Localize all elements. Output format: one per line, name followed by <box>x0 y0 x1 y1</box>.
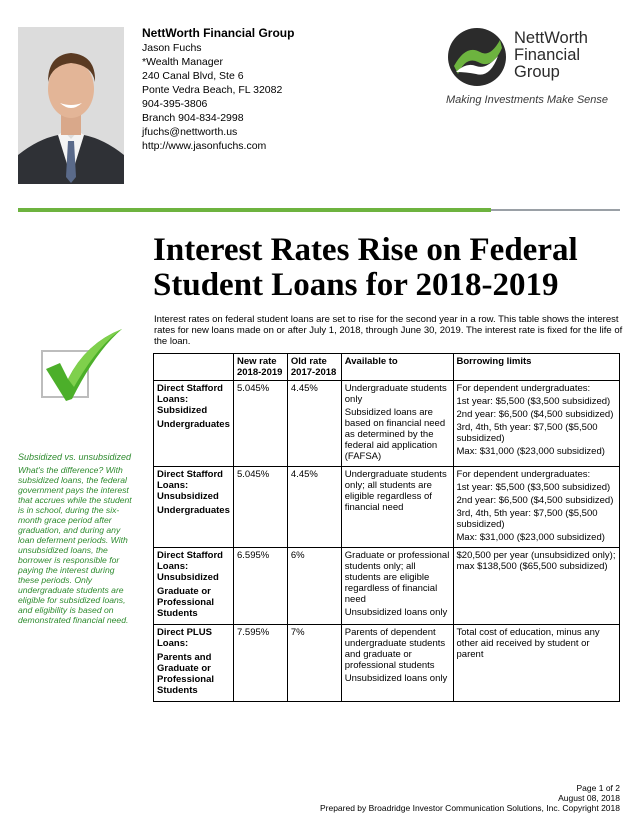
loan-type-cell: Direct Stafford Loans: Subsidized Undergraduates <box>154 381 234 467</box>
advisor-title: *Wealth Manager <box>142 56 223 68</box>
sidebar-heading: Subsidized vs. unsubsidized <box>18 452 132 462</box>
sidebar-note <box>18 452 136 625</box>
header-divider-gray <box>491 209 620 211</box>
available-to-cell: Parents of dependent undergraduate students and graduate or professional students Unsubsidized loans only <box>341 625 453 702</box>
logo-tagline: Making Investments Make Sense <box>446 94 609 106</box>
firm-name: NettWorth Financial Group <box>142 26 295 40</box>
borrowing-limits-cell: Total cost of education, minus any other aid received by student or parent <box>453 625 619 702</box>
table-header-row <box>154 354 620 381</box>
header-cell-limits: Borrowing limits <box>453 354 619 381</box>
checkmark-icon <box>38 325 128 407</box>
contact-info <box>142 25 294 153</box>
address-line-1: 240 Canal Blvd, Ste 6 <box>142 70 244 82</box>
header-cell-available: Available to <box>341 354 453 381</box>
advisor-photo <box>18 27 124 184</box>
loan-type-cell: Direct Stafford Loans: Unsubsidized Graduate or Professional Students <box>154 548 234 625</box>
header-cell-label <box>154 354 234 381</box>
loan-type-cell: Direct PLUS Loans: Parents and Graduate or Professional Students <box>154 625 234 702</box>
table-row <box>154 467 620 548</box>
old-rate-cell: 4.45% <box>287 467 341 548</box>
old-rate-cell: 4.45% <box>287 381 341 467</box>
page-number: Page 1 of 2 <box>576 783 620 793</box>
footer-date: August 08, 2018 <box>558 793 620 803</box>
page-footer <box>320 783 620 813</box>
article-title: Interest Rates Rise on Federal Student Loans for 2018-2019 <box>153 232 578 303</box>
available-to-cell: Undergraduate students only; all students are eligible regardless of financial need <box>341 467 453 548</box>
old-rate-cell: 6% <box>287 548 341 625</box>
company-logo <box>446 26 626 108</box>
loan-type-cell: Direct Stafford Loans: Unsubsidized Undergraduates <box>154 467 234 548</box>
footer-copyright: Prepared by Broadridge Investor Communication Solutions, Inc. Copyright 2018 <box>319 803 620 813</box>
sidebar-body: What's the difference? With subsidized loans, the federal government pays the interest that accrues while the student is in school, during the six-month grace period after graduation, and during any loan deferment periods. With unsubsidized loans, the borrower is responsible for paying the interest during these periods. Only undergraduate students are eligible for subsidized loans, and eligibility is based on demonstrated financial need. <box>18 465 132 625</box>
header-cell-new-rate: New rate 2018-2019 <box>233 354 287 381</box>
borrowing-limits-cell: For dependent undergraduates: 1st year: $5,500 ($3,500 subsidized) 2nd year: $6,500 ($4,500 subsidized) 3rd, 4th, 5th year: $7,500 ($5,500 subsidized) Max: $31,000 ($23,000 subsidized) <box>453 381 619 467</box>
old-rate-cell: 7% <box>287 625 341 702</box>
swoosh-logo-icon <box>446 26 508 88</box>
rates-table <box>153 353 620 702</box>
phone: 904-395-3806 <box>142 98 208 110</box>
advisor-name: Jason Fuchs <box>142 42 202 54</box>
branch-phone: Branch 904-834-2998 <box>142 112 244 124</box>
table-row <box>154 548 620 625</box>
table-row <box>154 381 620 467</box>
header-divider <box>18 208 491 212</box>
website-link[interactable]: http://www.jasonfuchs.com <box>142 140 267 152</box>
article-intro: Interest rates on federal student loans are set to rise for the second year in a row. This table shows the interest rates for new loans made on or after July 1, 2018, through June 30, 2019. The interest rate is fixed for the life of the loan. <box>154 314 623 347</box>
email-link[interactable]: jfuchs@nettworth.us <box>142 126 238 138</box>
available-to-cell: Graduate or professional students only; all students are eligible regardless of financial need Unsubsidized loans only <box>341 548 453 625</box>
header-cell-old-rate: Old rate 2017-2018 <box>287 354 341 381</box>
available-to-cell: Undergraduate students only Subsidized loans are based on financial need as determined by the federal aid application (FAFSA) <box>341 381 453 467</box>
borrowing-limits-cell: For dependent undergraduates: 1st year: $5,500 ($3,500 subsidized) 2nd year: $6,500 ($4,500 subsidized) 3rd, 4th, 5th year: $7,500 ($5,500 subsidized) Max: $31,000 ($23,000 subsidized) <box>453 467 619 548</box>
new-rate-cell: 6.595% <box>233 548 287 625</box>
address-line-2: Ponte Vedra Beach, FL 32082 <box>142 84 283 96</box>
new-rate-cell: 5.045% <box>233 381 287 467</box>
table-row <box>154 625 620 702</box>
new-rate-cell: 5.045% <box>233 467 287 548</box>
borrowing-limits-cell: $20,500 per year (unsubsidized only); max $138,500 ($65,500 subsidized) <box>453 548 619 625</box>
new-rate-cell: 7.595% <box>233 625 287 702</box>
logo-wordmark: NettWorth Financial Group <box>514 29 588 81</box>
